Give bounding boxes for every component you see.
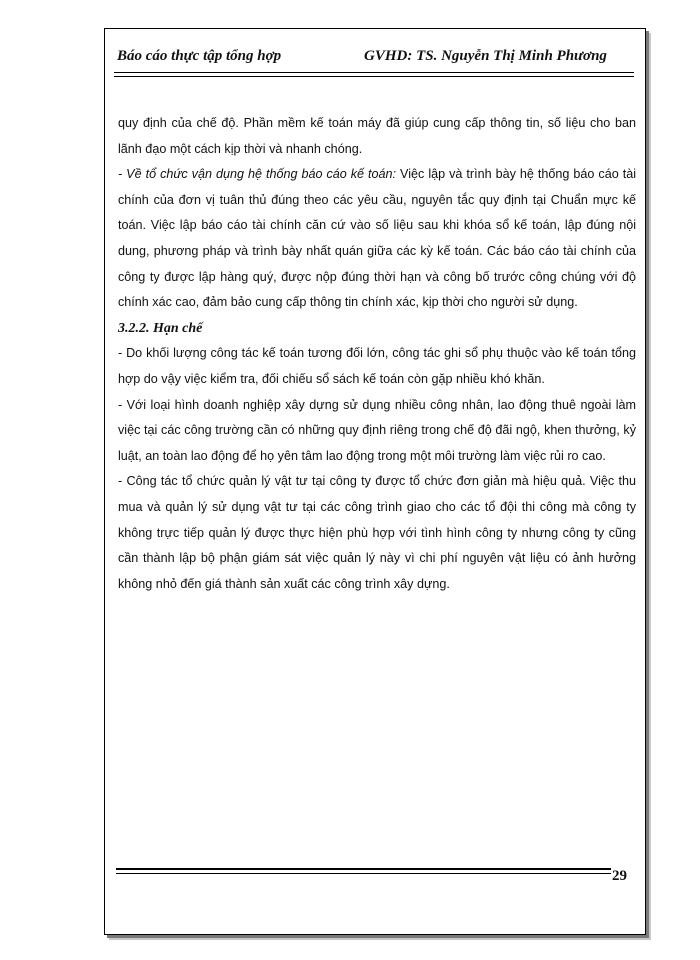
header-divider <box>114 72 634 77</box>
page-body <box>118 111 636 597</box>
reporting-text: Việc lập và trình bày hệ thống báo cáo tài chính của đơn vị tuân thủ đúng theo các yêu cầu, nguyên tắc quy định tại Chuẩn mực kế toán. Việc lập báo cáo tài chính căn cứ vào số liệu sau khi khóa sổ kế toán, lập đúng nội dung, phương pháp và trình bày nhất quán giữa các kỳ kế toán. Các báo cáo tài chính của công ty được lập hàng quý, được nộp đúng thời hạn và công bố trước công chúng với độ chính xác cao, đảm bảo cung cấp thông tin chính xác, kịp thời cho người sử dụng. <box>118 167 636 310</box>
paragraph-software: quy định của chế độ. Phần mềm kế toán máy đã giúp cung cấp thông tin, số liệu cho ban lãnh đạo một cách kịp thời và nhanh chóng. <box>118 116 636 156</box>
page-number: 29 <box>612 868 627 884</box>
paragraph-limitation-materials: - Công tác tổ chức quản lý vật tư tại công ty được tổ chức đơn giản mà hiệu quả. Việc thu mua và quản lý sử dụng vật tư tại các công trình giao cho các tổ đội thi công mà công ty không trực tiếp quản lý được thực hiện phù hợp với tình hình công ty nhưng công ty cũng cần thành lập bộ phận giám sát việc quản lý này vì chi phí nguyên vật liệu có ảnh hưởng không nhỏ đến giá thành sản xuất các công trình xây dựng. <box>118 474 636 591</box>
paragraph-limitation-labor: - Với loại hình doanh nghiệp xây dựng sử dụng nhiều công nhân, lao động thuê ngoài làm việc tại các công trường cần có những quy định riêng trong chế độ đãi ngộ, khen thưởng, kỷ luật, an toàn lao động để họ yên tâm lao động trong một môi trường làm việc rủi ro cao. <box>118 397 636 463</box>
page-header <box>114 44 634 74</box>
reporting-lead: - Về tổ chức vận dụng hệ thống báo cáo kế toán: <box>118 167 397 182</box>
footer-divider <box>116 868 611 874</box>
paragraph-limitation-workload: - Do khối lượng công tác kế toán tương đối lớn, công tác ghi sổ phụ thuộc vào kế toán tổng hợp do vậy việc kiểm tra, đối chiếu sổ sách kế toán còn gặp nhiều khó khăn. <box>118 346 636 386</box>
paragraph-reporting <box>118 162 636 316</box>
section-title-limitations: 3.2.2. Hạn chế <box>118 320 203 336</box>
header-report-title: Báo cáo thực tập tổng hợp <box>117 48 282 64</box>
header-supervisor: GVHD: TS. Nguyễn Thị Minh Phương <box>364 48 607 64</box>
